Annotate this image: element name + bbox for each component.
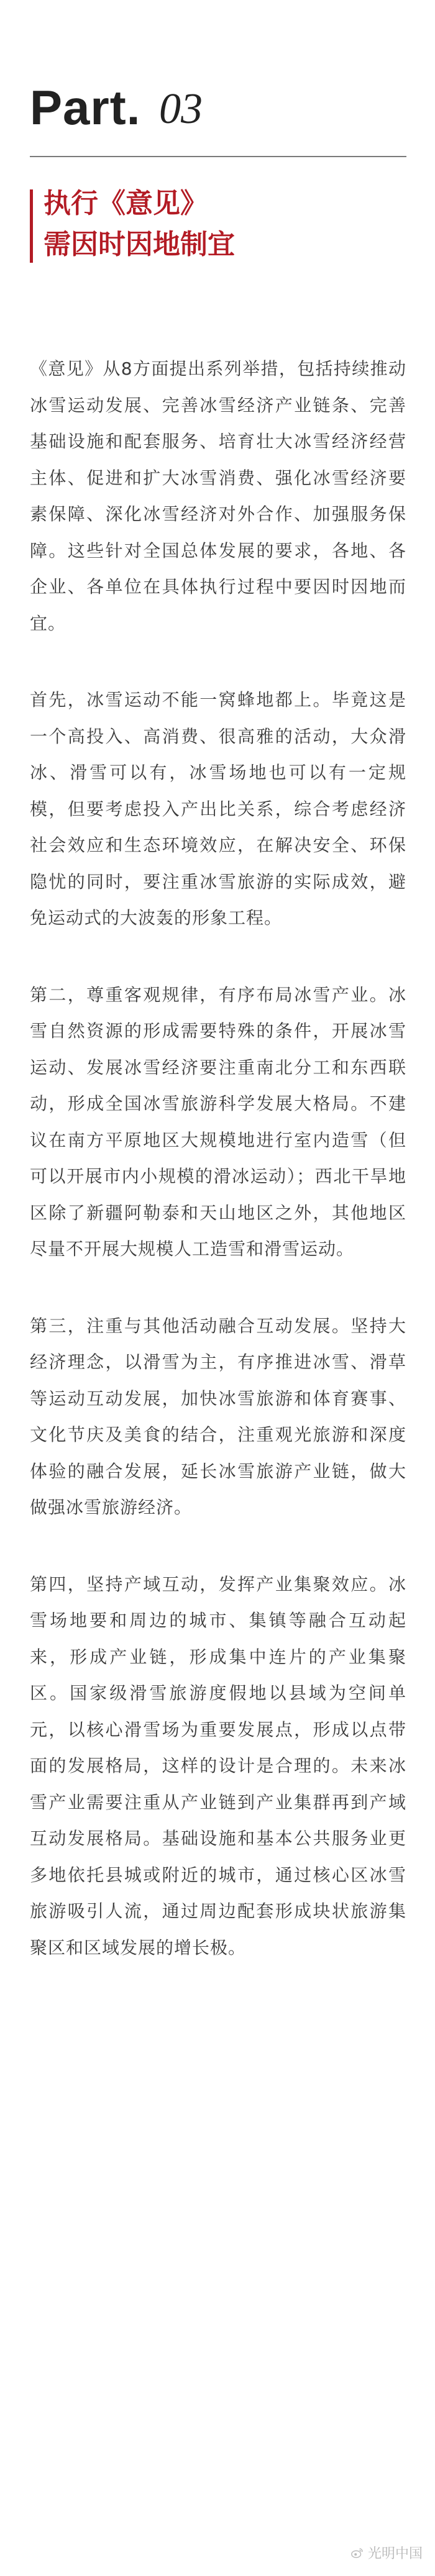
part-label: Part.	[30, 80, 141, 135]
paragraph-intro: 《意见》从8方面提出系列举措，包括持续推动冰雪运动发展、完善冰雪经济产业链条、完善基础设施和配套服务、培育壮大冰雪经济经营主体、促进和扩大冰雪消费、强化冰雪经济要素保障、深化冰雪经济对外合作、加强服务保障。这些针对全国总体发展的要求，各地、各企业、各单位在具体执行过程中要因时因地而宜。	[30, 358, 406, 634]
section-title-line-2: 需因时因地制宜	[44, 229, 235, 260]
header-divider	[30, 156, 406, 157]
paragraph-first: 首先，冰雪运动不能一窝蜂地都上。毕竟这是一个高投入、高消费、很高雅的活动，大众滑冰、滑雪可以有，冰雪场地也可以有一定规模，但要考虑投入产出比关系，综合考虑经济社会效应和生态环境效应，在解决安全、环保隐忧的同时，要注重冰雪旅游的实际成效，避免运动式的大波轰的形象工程。	[30, 690, 406, 928]
watermark-text: 光明中国	[367, 2546, 423, 2562]
footer	[0, 2478, 435, 2576]
section-title-line-1: 执行《意见》	[44, 188, 208, 219]
section-title	[44, 183, 235, 265]
article-body	[30, 351, 406, 2006]
weibo-icon	[350, 2546, 364, 2560]
paragraph-fourth: 第四，坚持产域互动，发挥产业集聚效应。冰雪场地要和周边的城市、集镇等融合互动起来，形成产业链，形成集中连片的产业集聚区。国家级滑雪旅游度假地以县域为空间单元，以核心滑雪场为重要发展点，形成以点带面的发展格局，这样的设计是合理的。未来冰雪产业需要注重从产业链到产业集群再到产域互动发展格局。基础设施和基本公共服务业更多地依托县城或附近的城市，通过核心区冰雪旅游吸引人流，通过周边配套形成块状旅游集聚区和区域发展的增长极。	[30, 1573, 406, 1958]
part-number: 03	[159, 85, 203, 133]
paragraph-third: 第三，注重与其他活动融合互动发展。坚持大经济理念，以滑雪为主，有序推进冰雪、滑草等运动互动发展，加快冰雪旅游和体育赛事、文化节庆及美食的结合，注重观光旅游和深度体验的融合发展，延长冰雪旅游产业链，做大做强冰雪旅游经济。	[30, 1315, 406, 1518]
part-header	[30, 73, 406, 166]
title-accent-bar	[30, 189, 33, 263]
paragraph-second: 第二，尊重客观规律，有序布局冰雪产业。冰雪自然资源的形成需要特殊的条件，开展冰雪运动、发展冰雪经济要注重南北分工和东西联动，形成全国冰雪旅游科学发展大格局。不建议在南方平原地区大规模地进行室内造雪（但可以开展市内小规模的滑冰运动）；西北干旱地区除了新疆阿勒泰和天山地区之外，其他地区尽量不开展大规模人工造雪和滑雪运动。	[30, 984, 406, 1259]
watermark	[350, 2543, 423, 2562]
